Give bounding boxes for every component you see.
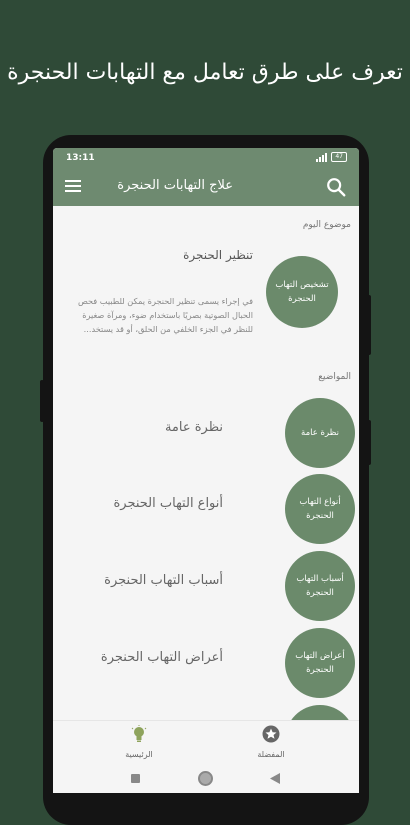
topic-item-types[interactable] bbox=[53, 474, 359, 544]
topic-badge: أعراض التهاب الحنجرة bbox=[285, 628, 355, 698]
search-icon[interactable] bbox=[325, 176, 347, 198]
battery-icon: 47 bbox=[331, 152, 347, 162]
back-icon[interactable] bbox=[269, 772, 281, 785]
phone-side-button bbox=[40, 380, 44, 422]
menu-icon[interactable] bbox=[65, 180, 81, 193]
status-time: 13:11 bbox=[66, 153, 95, 163]
nav-favorites[interactable] bbox=[231, 725, 311, 759]
topic-title: أسباب التهاب الحنجرة bbox=[104, 573, 223, 588]
featured-description: في إجراء يسمى تنظير الحنجرة يمكن للطبيب فحص الحبال الصوتية بصريًا باستخدام ضوء، ومرآة صغيرة للنظر في الجزء الخلفي من الحلق، أو قد يستخد... bbox=[77, 296, 253, 334]
topic-item-causes[interactable] bbox=[53, 551, 359, 621]
topic-title: نظرة عامة bbox=[164, 420, 223, 435]
featured-title: تنظير الحنجرة bbox=[183, 248, 253, 262]
topic-badge: أنواع التهاب الحنجرة bbox=[285, 474, 355, 544]
topic-badge: نظرة عامة bbox=[285, 398, 355, 468]
promo-title: تعرف على طرق تعامل مع التهابات الحنجرة bbox=[7, 60, 403, 85]
topic-title: أعراض التهاب الحنجرة bbox=[100, 650, 223, 665]
app-bar bbox=[53, 168, 359, 206]
system-nav-bar bbox=[53, 765, 359, 793]
recents-button[interactable] bbox=[131, 774, 140, 783]
nav-home-label: الرئيسية bbox=[125, 750, 153, 759]
today-section-label: موضوع اليوم bbox=[302, 220, 351, 230]
topics-section-label: المواضيع bbox=[318, 372, 351, 382]
topic-badge: أسباب التهاب الحنجرة bbox=[285, 551, 355, 621]
lightbulb-icon bbox=[131, 725, 147, 743]
nav-favorites-label: المفضلة bbox=[257, 750, 285, 759]
featured-badge: تشخيص التهاب الحنجرة bbox=[266, 256, 338, 328]
phone-side-button bbox=[367, 420, 371, 465]
app-title: علاج التهابات الحنجرة bbox=[117, 178, 233, 193]
topic-title: أنواع التهاب الحنجرة bbox=[113, 496, 223, 511]
signal-icon bbox=[316, 153, 327, 162]
star-icon bbox=[262, 725, 280, 743]
home-button[interactable] bbox=[198, 771, 213, 786]
phone-side-button bbox=[367, 295, 371, 355]
phone-screen bbox=[53, 148, 359, 793]
bottom-nav bbox=[53, 720, 359, 766]
topic-item-overview[interactable] bbox=[53, 398, 359, 468]
status-bar bbox=[53, 148, 359, 168]
nav-home[interactable] bbox=[99, 725, 179, 759]
topic-item-symptoms[interactable] bbox=[53, 628, 359, 698]
